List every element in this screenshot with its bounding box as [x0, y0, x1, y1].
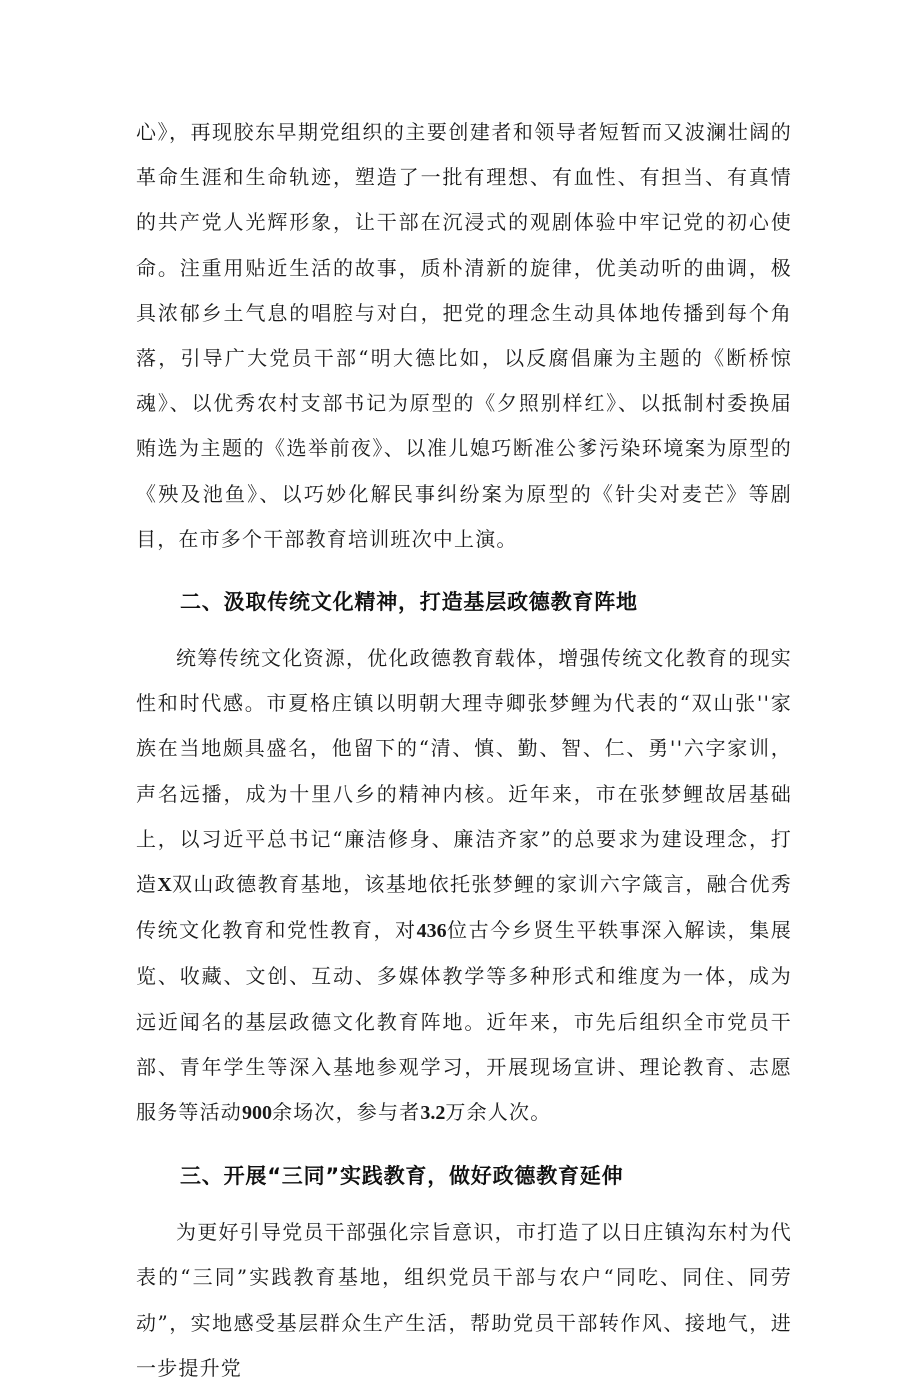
section-heading-2: 二、汲取传统文化精神，打造基层政德教育阵地 [180, 590, 638, 615]
body-paragraph-1: 心》，再现胶东早期党组织的主要创建者和领导者短暂而又波澜壮阔的革命生涯和生命轨迹，塑造了一批有理想、有血性、有担当、有真情的共产党人光辉形象，让干部在沉浸式的观剧体验中牢记党的初心使命。注重用贴近生活的故事，质朴清新的旋律，优美动听的曲调，极具浓郁乡土气息的唱腔与对白，把党的理念生动具体地传播到每个角落，引导广大党员干部“明大德比如，以反腐倡廉为主题的《断桥惊魂》、以优秀农村支部书记为原型的《夕照别样红》、以抵制村委换届贿选为主题的《选举前夜》、以准儿媳巧断准公爹污染环境案为原型的《殃及池鱼》、以巧妙化解民事纠纷案为原型的《针尖对麦芒》等剧目，在市多个干部教育培训班次中上演。 [136, 120, 792, 551]
section-heading-3: 三、开展“三同”实践教育，做好政德教育延伸 [180, 1164, 624, 1189]
paragraph-2-text-e: 万余人次。 [445, 1100, 552, 1125]
body-paragraph-2 [136, 636, 792, 1136]
events-count: 900 [242, 1102, 272, 1125]
paragraph-2-text-d: 余场次，参与者 [272, 1100, 421, 1125]
place-name-mark: X [157, 874, 172, 897]
paragraph-2-text-c: 位古今乡贤生平轶事深入解读，集展览、收藏、文创、互动、多媒体教学等多种形式和维度为一体，成为远近闻名的基层政德文化教育阵地。近年来，市先后组织全市党员干部、青年学生等深入基地参观学习，开展现场宣讲、理论教育、志愿服务等活动 [136, 918, 792, 1125]
body-paragraph-3: 为更好引导党员干部强化宗旨意识，市打造了以日庄镇沟东村为代表的“三同”实践教育基地，组织党员干部与农户“同吃、同住、同劳动”，实地感受基层群众生产生活，帮助党员干部转作风、接地气，进一步提升党 [136, 1220, 792, 1380]
paragraph-2-text-a: 统筹传统文化资源，优化政德教育载体，增强传统文化教育的现实性和时代感。市夏格庄镇以明朝大理寺卿张梦鲤为代表的“双山张''家族在当地颇具盛名，他留下的“清、慎、勤、智、仁、勇''六字家训，声名远播，成为十里八乡的精神内核。近年来，市在张梦鲤故居基础上，以习近平总书记“廉洁修身、廉洁齐家”的总要求为建设理念，打造 [136, 646, 792, 897]
participants-count: 3.2 [420, 1102, 446, 1125]
paragraph-2-text-b: 双山政德教育基地，该基地依托张梦鲤的家训六字箴言，融合优秀传统文化教育和党性教育，对 [136, 872, 792, 943]
sages-count: 436 [416, 920, 447, 943]
